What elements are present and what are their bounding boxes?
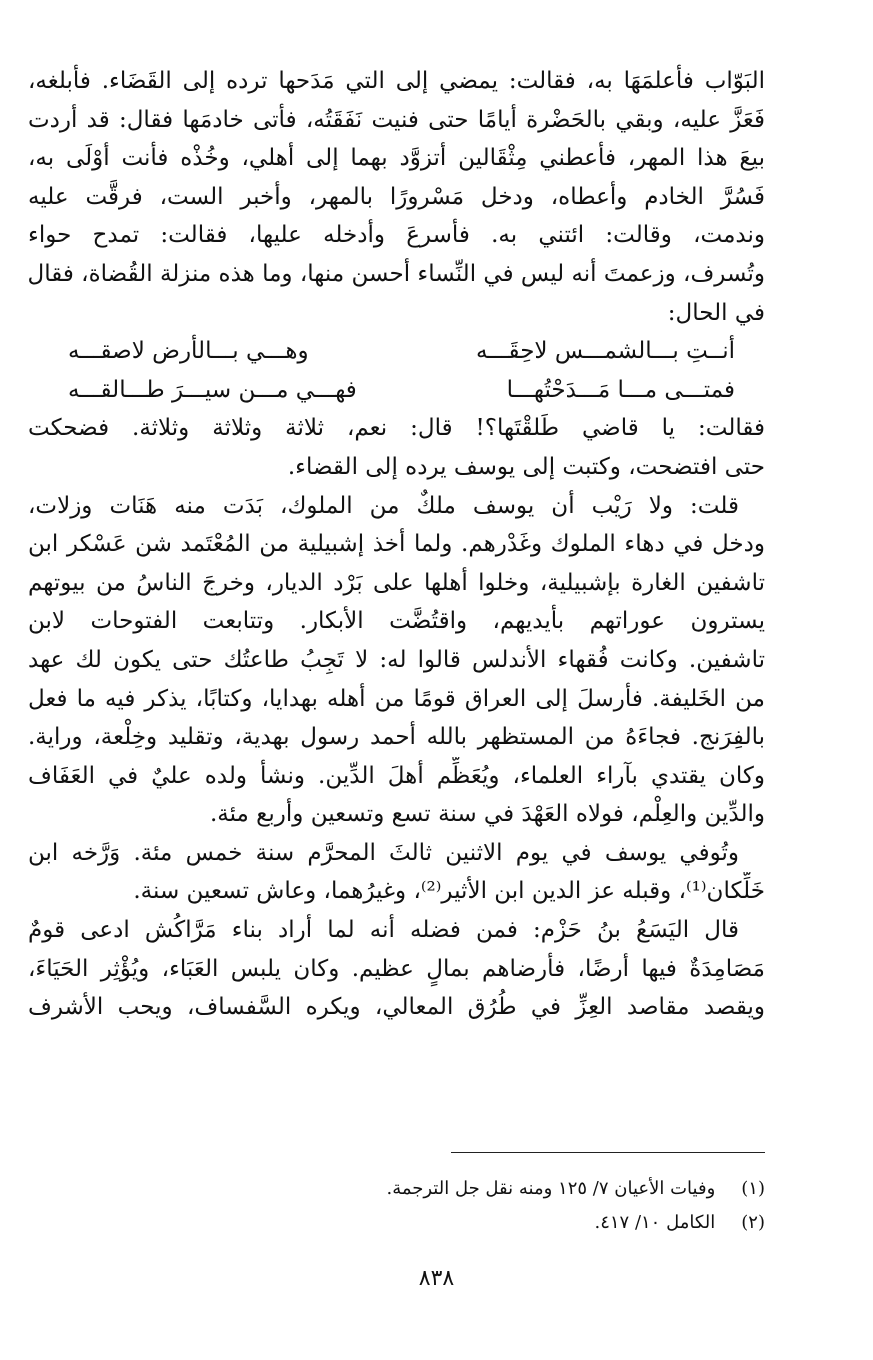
- text-line: في الحال:: [667, 299, 765, 326]
- poem-verse: [28, 371, 765, 410]
- text-line: فَسُرَّ الخادم وأعطاه، ودخل مَسْرورًا بالمهر، وأخبر الست، فرقَّت عليه: [28, 183, 765, 210]
- verse-first-hemistich: فمتـــى مـــا مَـــدَحْتُهـــا: [506, 376, 735, 403]
- poem-verse: [28, 332, 765, 371]
- text-line: وكان يقتدي بآراء العلماء، ويُعَظِّم أهلَ الدِّين. ونشأ ولده عليٌ في العَفَاف: [28, 762, 765, 789]
- footnotes: [150, 1172, 765, 1240]
- footnote: [150, 1172, 765, 1206]
- footnote-number: (٢): [741, 1212, 765, 1233]
- text-line: بيعَ هذا المهر، فأعطني مِثْقَالين أتزوَّد بهما إلى أهلي، وخُذْه فأنت أوْلَى به،: [28, 145, 765, 172]
- text-line: وندمت، وقالت: ائتني به. فأسرعَ وأدخله عليها، فقالت: تمدح حواء: [28, 222, 765, 249]
- text-line: تاشفين. وكانت فُقهاء الأندلس قالوا له: لا تَجِبُ طاعتُك حتى يكون لك عهد: [28, 646, 765, 673]
- text-line: فَعَزَّ عليه، وبقي بالحَضْرة أيامًا حتى فنيت نَفَقَتُه، فأتى خادمَها فقال: قد أردت: [28, 106, 765, 133]
- footnote-text: وفيات الأعيان ٧/ ١٢٥ ومنه نقل جل الترجمة.: [386, 1178, 716, 1199]
- text-line: والدِّين والعِلْم، فولاه العَهْدَ في سنة تسع وتسعين وأربع مئة.: [209, 801, 765, 828]
- text-line: تاشفين الغارة بإشبيلية، وخلوا أهلها على بَرْد الديار، وخرجَ الناسُ من بيوتهم: [28, 569, 765, 596]
- text-line: وتُسرف، وزعمتَ أنه ليس في النِّساء أحسن منها، وما هذه منزلة القُضاة، فقال: [28, 260, 765, 287]
- verse-second-hemistich: فهـــي مـــن سيـــرَ طـــالقـــه: [68, 376, 357, 403]
- text-line: قال اليَسَعُ بنُ حَزْم: فمن فضله أنه لما أراد بناء مَرَّاكُش ادعى قومٌ: [28, 917, 739, 944]
- text-line: بالفِرَنج. فجاءَهُ من المستظهر بالله أحمد رسول بهدية، وتقليد وخِلْعة، وراية.: [28, 724, 765, 751]
- footnote: [150, 1206, 765, 1240]
- verse-second-hemistich: وهـــي بـــالأرض لاصقـــه: [68, 338, 309, 365]
- text-line: خَلِّكان⁽¹⁾، وقبله عز الدين ابن الأثير⁽²⁾، وغيرُهما، وعاش تسعين سنة.: [133, 878, 765, 905]
- footnote-separator: [451, 1152, 765, 1153]
- verse-first-hemistich: أنــتِ بـــالشمـــس لاحِقَـــه: [476, 338, 735, 365]
- text-line: مَصَامِدَةٌ فيها أرضًا، فأرضاهم بمالٍ عظيم. وكان يلبس العَبَاء، ويُؤْثِر الحَيَاءَ،: [28, 955, 765, 982]
- text-line: قلت: ولا رَيْب أن يوسف ملكٌ من الملوك، بَدَت منه هَنَات وزلات،: [28, 492, 739, 519]
- text-line: فقالت: يا قاضي طَلقْتَها؟! قال: نعم، ثلاثة وثلاثة وثلاثة. فضحكت: [28, 415, 765, 442]
- text-line: يسترون عوراتهم بأيديهم، واقتُضَّت الأبكار. وتتابعت الفتوحات لابن: [28, 608, 765, 635]
- text-line: ويقصد مقاصد العِزِّ في طُرُق المعالي، ويكره السَّفساف، ويحب الأشرف: [28, 994, 765, 1021]
- main-text: [28, 62, 765, 1027]
- text-line: البَوّاب فأعلمَهَا به، فقالت: يمضي إلى التي مَدَحها ترده إلى القَضَاء. فأبلغه،: [28, 68, 765, 94]
- text-line: من الخَليفة. فأرسلَ إلى العراق قومًا من أهله بهدايا، وكتابًا، يذكر فيه ما فعل: [28, 685, 765, 712]
- footnote-number: (١): [741, 1178, 765, 1199]
- page-number: ٨٣٨: [418, 1266, 455, 1291]
- footnote-text: الكامل ١٠/ ٤١٧.: [594, 1212, 716, 1233]
- text-line: حتى افتضحت، وكتبت إلى يوسف يرده إلى القضاء.: [287, 453, 765, 480]
- text-line: ودخل في دهاء الملوك وغَدْرهم. ولما أخذ إشبيلية من المُعْتَمد شن عَسْكر ابن: [28, 531, 765, 558]
- text-line: وتُوفي يوسف في يوم الاثنين ثالثَ المحرَّم سنة خمس مئة. وَرَّخه ابن: [28, 839, 739, 866]
